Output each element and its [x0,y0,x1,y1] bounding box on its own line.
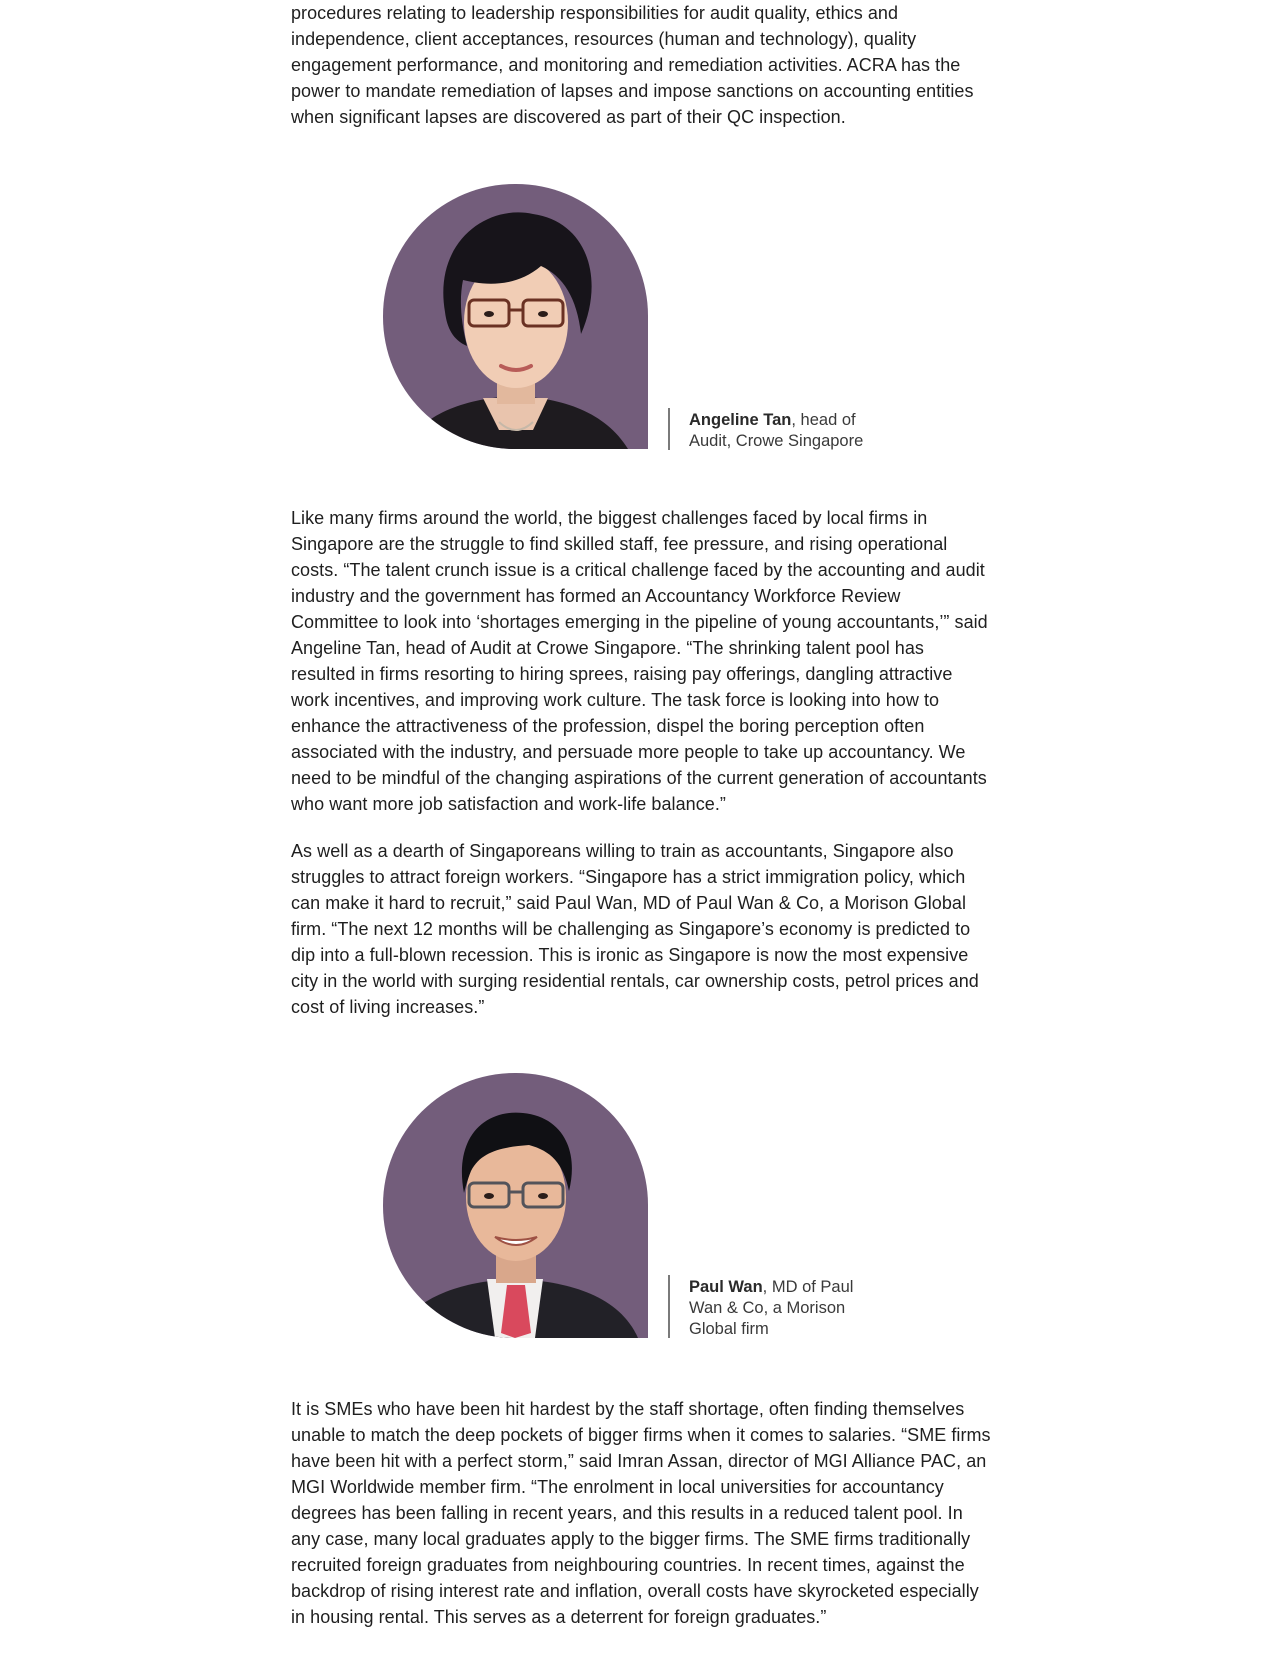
profile-paul-wan [383,1073,943,1343]
man-portrait-illustration [383,1073,648,1338]
article-paragraph-3: As well as a dearth of Singaporeans willing to train as accountants, Singapore also struggles to attract foreign workers. “Singapore has a strict immigration policy, which can make it hard to recruit,” said Paul Wan, MD of Paul Wan & Co, a Morison Global firm. “The next 12 months will be challenging as Singapore’s economy is predicted to dip into a full-blown recession. This is ironic as Singapore is now the most expensive city in the world with surging residential rentals, car ownership costs, petrol prices and cost of living increases.” [291,841,979,1017]
article-paragraph-2: Like many firms around the world, the biggest challenges faced by local firms in Singapore are the struggle to find skilled staff, fee pressure, and rising operational costs. “The talent crunch issue is a critical challenge faced by the accounting and audit industry and the government has formed an Accountancy Workforce Review Committee to look into ‘shortages emerging in the pipeline of young accountants,’” said Angeline Tan, head of Audit at Crowe Singapore. “The shrinking talent pool has resulted in firms resorting to hiring sprees, raising pay offerings, dangling attractive work incentives, and improving work culture. The task force is looking into how to enhance the attractiveness of the profession, dispel the boring perception often associated with the industry, and persuade more people to take up accountancy. We need to be mindful of the changing aspirations of the current generation of accountants who want more job satisfaction and work-life balance.” [291,508,988,814]
portrait-photo [383,184,648,449]
person-name: Paul Wan [689,1278,763,1296]
article-paragraph-4: It is SMEs who have been hit hardest by the staff shortage, often finding themselves unable to match the deep pockets of bigger firms when it comes to salaries. “SME firms have been hit with a perfect storm,” said Imran Assan, director of MGI Alliance PAC, an MGI Worldwide member firm. “The enrolment in local universities for accountancy degrees has been falling in recent years, and this results in a reduced talent pool. In any case, many local graduates apply to the bigger firms. The SME firms traditionally recruited foreign graduates from neighbouring countries. In recent times, against the backdrop of rising interest rate and inflation, overall costs have skyrocketed especially in housing rental. This serves as a deterrent for foreign graduates.” [291,1399,991,1627]
article-paragraph-1: procedures relating to leadership responsibilities for audit quality, ethics and independence, client acceptances, resources (human and technology), quality engagement performance, and monitoring and remediation activities. ACRA has the power to mandate remediation of lapses and impose sanctions on accounting entities when significant lapses are discovered as part of their QC inspection. [291,3,974,127]
woman-portrait-illustration [383,184,648,449]
photo-caption [689,1277,889,1340]
person-role: , head of Audit, Crowe Singapore [689,411,864,450]
profile-angeline-tan [383,184,943,454]
portrait-photo [383,1073,648,1338]
person-name: Angeline Tan [689,411,792,429]
caption-divider [668,408,670,450]
person-role: , MD of Paul Wan & Co, a Morison Global firm [689,1278,854,1338]
photo-caption [689,410,889,452]
caption-divider [668,1275,670,1338]
